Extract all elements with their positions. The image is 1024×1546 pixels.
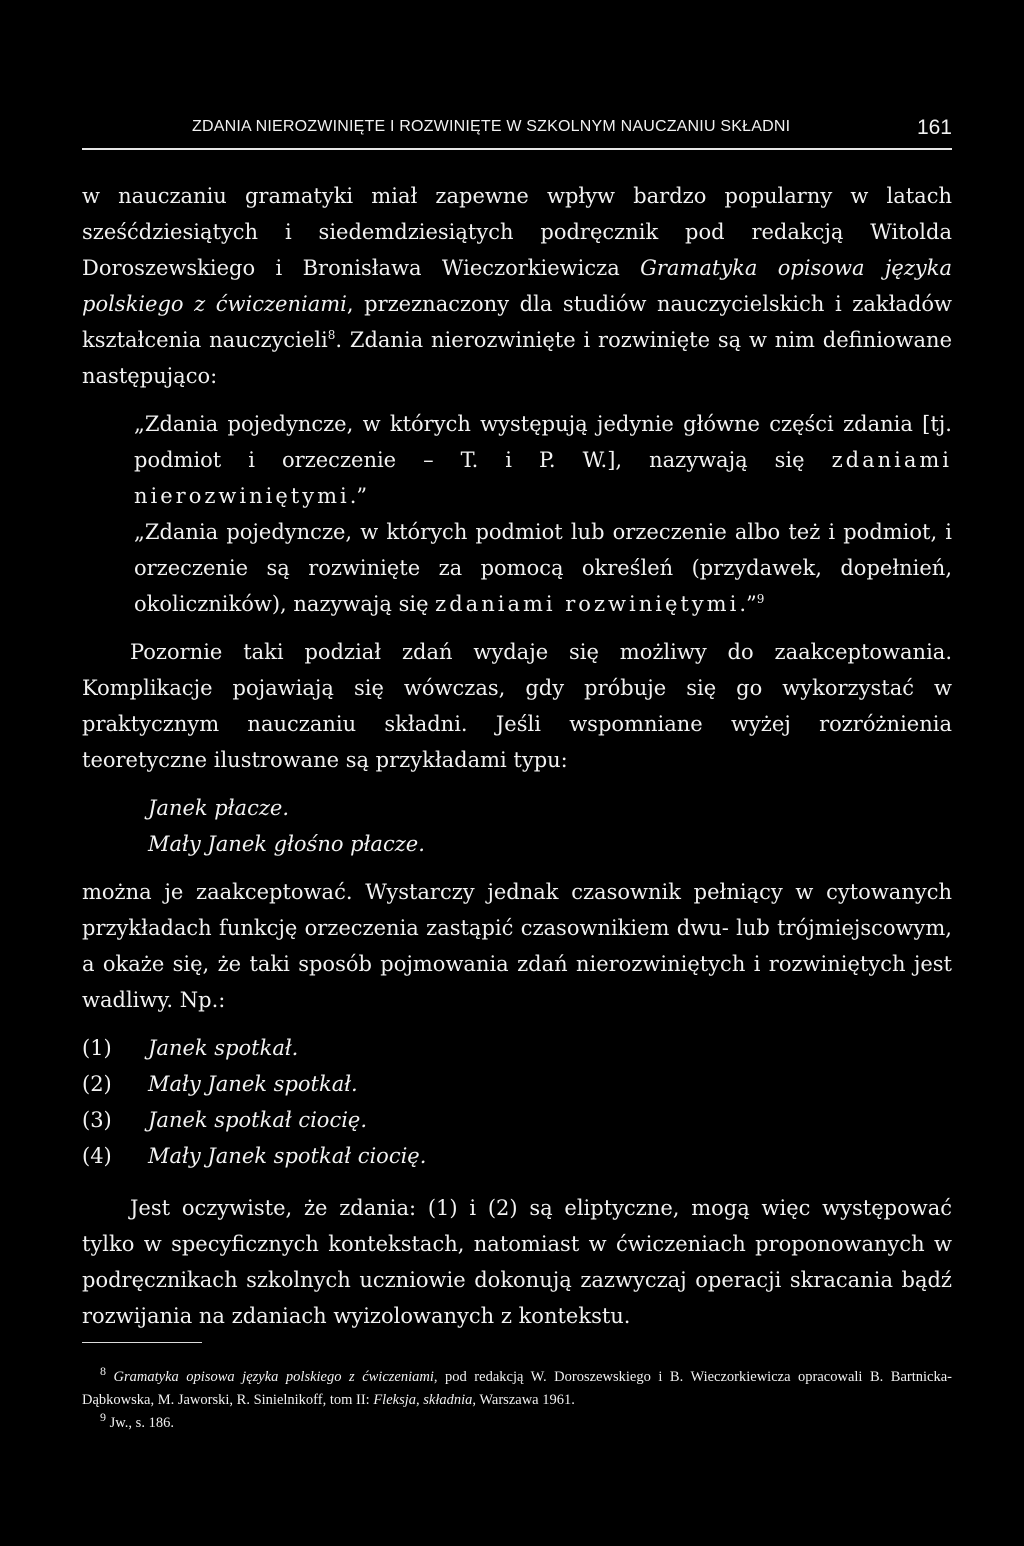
paragraph-3: można je zaakceptować. Wystarczy jednak czasownik pełniący w cytowanych przykładach funkcję orzeczenia zastąpić czasownikiem dwu- lub trójmiejscowym, a okaże się, że taki sposób pojmowania zdań nierozwiniętych i rozwiniętych jest wadliwy. Np.: (82, 880, 952, 1012)
footnote-ref-8: 8 (327, 328, 336, 342)
footnotes (82, 1366, 952, 1435)
book-title: Gramatyka opisowa języka polskiego z ćwiczeniami (82, 256, 952, 316)
example-line: Mały Janek głośno płacze. (148, 832, 425, 856)
quotation-1: „Zdania pojedyncze, w których występują jedynie główne części zdania [tj. podmiot i orzeczenie – T. i P. W.], nazywają się zdaniami nierozwiniętymi.” (134, 412, 952, 508)
numbered-example: (1) Janek spotkał. (82, 1036, 299, 1060)
numbered-example: (3) Janek spotkał ciocię. (82, 1108, 368, 1132)
emphasis-term: zdaniami rozwiniętymi (435, 592, 740, 616)
footnote-8: $^8$ Gramatyka opisowa języka polskiego z ćwiczeniami, pod redakcją W. Doroszewskiego i B. Wieczorkiewicza opracowali B. Bartnicka-Dąbkowska, M. Jaworski, R. Sinielnikoff, tom II: Fleksja, składnia, Warszawa 1961. (82, 1364, 952, 1408)
numbered-example: (4) Mały Janek spotkał ciocię. (82, 1144, 427, 1168)
footnote-ref-9: 9 (756, 592, 765, 606)
page-number: 161 (916, 116, 952, 139)
footnote-rule (82, 1342, 202, 1343)
emphasis-term: zdaniami nierozwiniętymi (134, 448, 952, 508)
main-text (82, 178, 952, 1334)
paragraph-1: w nauczaniu gramatyki miał zapewne wpływ bardzo popularny w latach sześćdziesiątych i siedemdziesiątych podręcznik pod redakcją Witolda Doroszewskiego i Bronisława Wieczorkiewicza Gramatyka opisowa języka polskiego z ćwiczeniami, przeznaczony dla studiów nauczycielskich i zakładów kształcenia nauczycieli$^8$. Zdania nierozwinięte i rozwinięte są w nim definiowane następująco: (82, 184, 952, 388)
paragraph-4: Jest oczywiste, że zdania: (1) i (2) są eliptyczne, mogą więc występować tylko w specyficznych kontekstach, natomiast w ćwiczeniach proponowanych w podręcznikach szkolnych uczniowie dokonują zazwyczaj operacji skracania bądź rozwijania na zdaniach wyizolowanych z kontekstu. (82, 1196, 952, 1328)
header-rule (82, 148, 952, 150)
example-line: Janek płacze. (148, 796, 289, 820)
footnote-9: $^9$ Jw., s. 186. (100, 1410, 174, 1431)
page-header (82, 118, 952, 158)
paragraph-2: Pozornie taki podział zdań wydaje się możliwy do zaakceptowania. Komplikacje pojawiają się wówczas, gdy próbuje się go wykorzystać w praktycznym nauczaniu składni. Jeśli wspomniane wyżej rozróżnienia teoretyczne ilustrowane są przykładami typu: (82, 640, 952, 772)
running-title: ZDANIA NIEROZWINIĘTE I ROZWINIĘTE W SZKOLNYM NAUCZANIU SKŁADNI (192, 118, 791, 135)
quotation-2: „Zdania pojedyncze, w których podmiot lub orzeczenie albo też i podmiot, i orzeczenie są rozwinięte za pomocą określeń (przydawek, dopełnień, okoliczników), nazywają się zdaniami rozwiniętymi.”$^9$ (134, 520, 952, 616)
numbered-example: (2) Mały Janek spotkał. (82, 1072, 358, 1096)
